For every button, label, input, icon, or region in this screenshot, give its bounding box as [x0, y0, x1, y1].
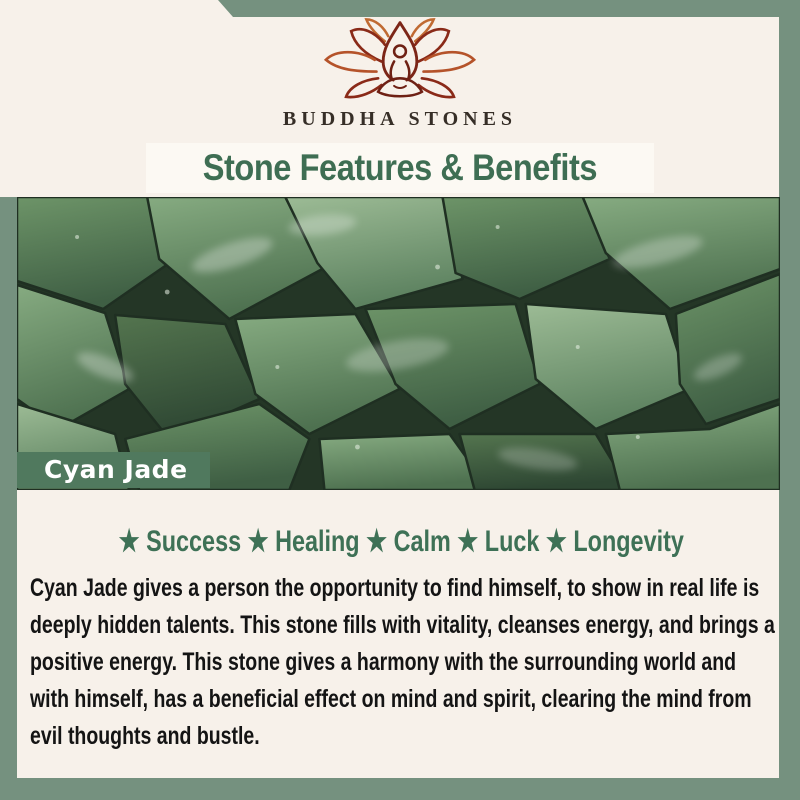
page-title: Stone Features & Benefits: [202, 147, 598, 188]
brand-name: BUDDHA STONES: [282, 108, 518, 130]
title-banner: [146, 143, 654, 193]
stone-photo: [17, 197, 780, 490]
stone-description: Cyan Jade gives a person the opportunity to find himself, to show in real life is deeply hidden talents. This stone fills with vitality, cleanses energy, and brings a positive energy. This stone gives a harmony with the surrounding world and with himself, has a beneficial effect on mind and spirit, clearing the mind from evil thoughts and bustle.: [30, 574, 775, 750]
lotus-meditation-icon: [0, 16, 800, 117]
benefits-line: ★ Success ★ Healing ★ Calm ★ Luck ★ Longevity: [118, 525, 684, 558]
stone-name-text: Cyan Jade: [44, 455, 188, 484]
stone-name-label: [17, 452, 210, 488]
frame-bottom-band: [0, 778, 800, 800]
frame-top-band: [218, 0, 800, 17]
frame-left-band: [0, 197, 17, 800]
